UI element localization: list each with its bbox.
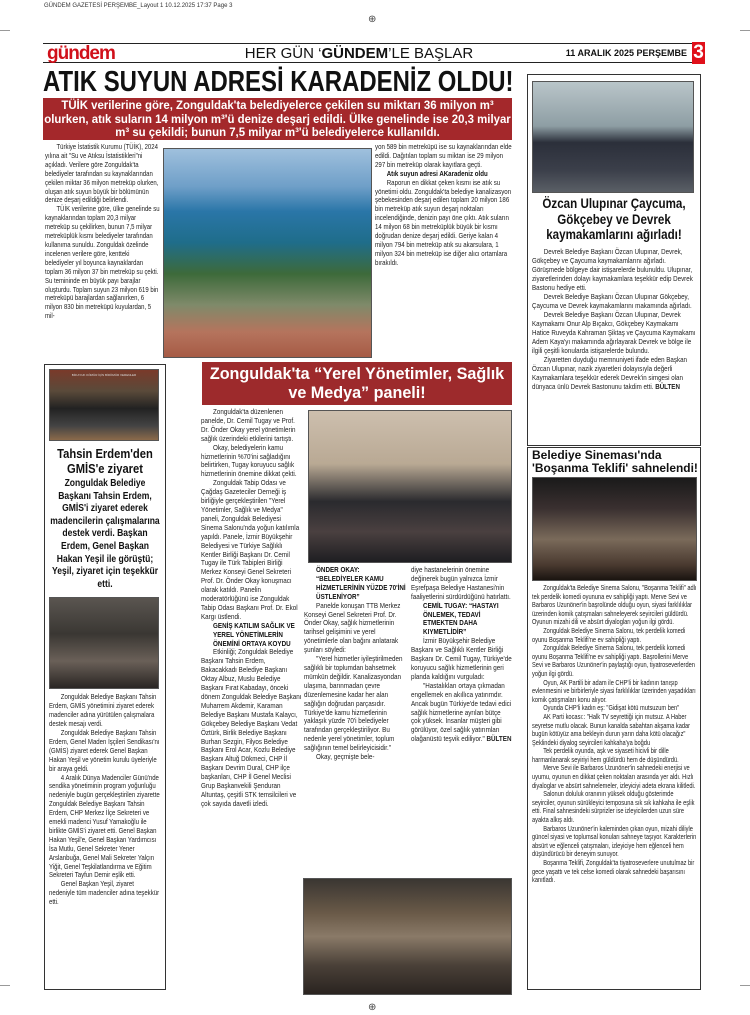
lead-column-2 xyxy=(375,143,512,268)
paragraph: 4 Aralık Dünya Madenciler Günü'nde sendika yönetiminin program yoğunluğu nedeniyle bugün gerçekleştirilen ziyarette Zonguldak Belediye Başkanı Tahsin Erdem, CHP Merkez İlçe Sekreteri ve emekli madenci Yusuf Yamakoğlu ile birlikte GMİS'i ziyaret etti. Genel Başkan Hakan Yeşil'e, Genel Başkan Yardımcısı İsa Mutlu, Genel Sekreter Yener Arslanbuğa, Genel Mali Sekreter Yalçın Yiğit, Genel Teşkilatlandırma ve Eğitim Sekreteri Tayfun Demir eşlik etti. xyxy=(49,772,160,880)
paragraph: yon 589 bin metreküpü ise su kaynaklarından elde edildi. Dağıtılan toplam su miktarı ise 29 milyon 297 bin metreküp olarak kayıtlara geçti. xyxy=(375,142,512,169)
paragraph: Barbaros Uzunöner'in kaleminden çıkan oyun, mizahi diliyle güncel siyasi ve toplumsal konuları sahneye taşıyor. Karakterlerin absürt ve eğlenceli çatışmaları, izleyiciye hem eğlenceli hem düşündürücü bir deneyim sunuyor. xyxy=(532,824,697,859)
paragraph: Türkiye İstatistik Kurumu (TÜİK), 2024 yılına ait "Su ve Atıksu İstatistikleri"ni açıkladı. Verilere göre Zonguldak'ta belediyeler tarafından su kaynaklarından çekilen miktar 36 milyon metreküp olurken, oluşan atık suyun büyük bir bölümünün denize deşarj edildiği belirlendi. xyxy=(45,142,159,205)
tahsin-article xyxy=(44,364,166,990)
slogan-post: ’LE BAŞLAR xyxy=(388,45,474,62)
sinema-body xyxy=(532,584,698,885)
paragraph: Zonguldak Belediye Başkanı Tahsin Erdem, GMİS yönetimini ziyaret ederek madenciler adına yürütülen çalışmalara destek mesajı verdi. xyxy=(49,692,157,729)
subheading: CEMİL TUGAY: “HASTAYI ÖNLEMEK, TEDAVİ ETMEKTEN DAHA KIYMETLİDİR” xyxy=(423,600,499,637)
panel-column-1 xyxy=(201,408,302,809)
panel-column-2 xyxy=(304,566,406,762)
headline-line: 'Boşanma Teklifi' sahnelendi! xyxy=(532,461,698,475)
lead-headline-box xyxy=(43,66,513,98)
tahsin-headline: Tahsin Erdem'den GMİS'e ziyaret xyxy=(57,446,153,476)
paragraph: diye hastanelerinin önemine değinerek bugün yalnızca İzmir Eşrefpaşa Belediye Hastanesi'nin faaliyetlerini sürdürdüğünü hatırlattı. xyxy=(411,565,511,601)
subheading: GENİŞ KATILIM SAĞLIK VE YEREL YÖNETİMLERİN ÖNEMİNİ ORTAYA KOYDU xyxy=(213,620,295,648)
panel-headline: Zonguldak'ta “Yerel Yönetimler, Sağlık ve Medya” paneli! xyxy=(209,364,505,402)
sinema-headline xyxy=(532,449,698,475)
crop-mark xyxy=(0,30,10,31)
paragraph: Etkinliği; Zonguldak Belediye Başkanı Tahsin Erdem, Bakacakkadı Belediye Başkanı Oktay Albuz, Muslu Belediye Başkanı Fırat Kabadayı, önceki dönem Zonguldak Belediye Başkanı Muharrem Akdemir, Karaman Belediye Başkanı Mustafa Kalaycı, Gökçebey Belediye Başkanı Vedat Öztürk, Birlik Belediye Başkanı Burhan Sezgin, Filyos Belediye Başkanı Erol Acar, Kozlu Belediye Başkanı Altuğ Dökmeci, CHP İl Başkanı Devrim Dural, CHP ilçe başkanları, CHP İl Genel Meclisi Grup Başkanvekili Şenduran Altuntaş, çeşitli STK temsilcileri ve çok sayıda davetli izledi. xyxy=(201,647,302,808)
officials-photo xyxy=(532,81,694,193)
crop-mark xyxy=(740,985,750,986)
paragraph: Zonguldak Belediye Başkanı Tahsin Erdem, Genel Maden İşçileri Sendikası'nı (GMİS) ziyaret ederek Genel Başkan Hakan Yeşil ve yönetim kurulu üyeleriyle bir araya geldi. xyxy=(49,727,160,773)
masthead xyxy=(43,43,705,63)
tahsin-deck: Zonguldak Belediye Başkanı Tahsin Erdem, GMİS'i ziyaret ederek madencilerin çalışmalarına destek verdi. Başkan Erdem, Genel Başkan Hakan Yeşil ile görüştü; Yeşil, ziyaret için teşekkür etti. xyxy=(50,478,160,590)
ozcan-article xyxy=(527,74,701,446)
paragraph: Zonguldak'ta Belediye Sinema Salonu, "Boşanma Teklifi" adlı tek perdelik komedi oyununa ev sahipliği yaptı. Merve Sevi ve Barbaros Uzunöner'in başrolünde olduğu oyun, siyasi farklılıklar üzerinden komik çatışmaları sahneleyerek seyircileri güldürdü. Oyunun mizahi dili ve absürt diyalogları yoğun ilgi gördü. xyxy=(532,584,697,627)
paragraph: Merve Sevi ile Barbaros Uzunöner'in sahnedeki enerjisi ve uyumu, oyunun en dikkat çeken noktaları arasında yer aldı. Hızlı diyaloglar ve absürt sahnelemeler, izleyiciyi adeta ekrana kilitledi. xyxy=(532,764,696,790)
paragraph: Boşanma Teklifi, Zonguldak'ta tiyatroseverlere unutulmaz bir gece yaşattı ve tek celse komedi olarak sahnedeki başarısını kanıtladı. xyxy=(532,859,695,885)
meeting-photo xyxy=(49,597,159,689)
paragraph: Genel Başkan Yeşil, ziyaret nedeniyle tüm madenciler adına teşekkür etti. xyxy=(49,879,160,907)
registration-mark-icon: ⊕ xyxy=(368,1002,377,1013)
lead-column-1 xyxy=(45,143,160,321)
slogan xyxy=(163,45,555,62)
paragraph: Okay, belediyelerin kamu hizmetlerinin %70'ini sağladığını belirtirken, Tugay koruyucu sağlık hizmetlerinin önemine dikkat çekti. xyxy=(201,442,297,479)
crop-mark xyxy=(0,985,10,986)
signoff: BÜLTEN xyxy=(486,734,512,744)
crop-mark xyxy=(740,30,750,31)
page-number: 3 xyxy=(693,42,704,63)
gmis-visit-photo xyxy=(49,369,159,441)
lead-headline: ATIK SUYUN ADRESİ KARADENİZ OLDU! xyxy=(43,66,514,98)
ozcan-body xyxy=(532,247,696,391)
slogan-pre: HER GÜN ‘ xyxy=(244,45,322,62)
ozcan-headline: Özcan Ulupınar Çaycuma, Gökçebey ve Devrek kaymakamlarını ağırladı! xyxy=(542,196,686,242)
registration-mark-icon: ⊕ xyxy=(368,14,377,25)
paragraph: Oyun, AK Partili bir adam ile CHP'li bir kadının tanışıp evlenmesini ve birbirleriyle siyasi farklılıklar üzerinden yaşadıkları komik çatışmaları konu alıyor. xyxy=(532,678,696,704)
harbor-photo xyxy=(163,148,372,358)
paragraph: Raporun en dikkat çeken kısmı ise atık su yönetimi oldu. Zonguldak'ta belediye kanalizasyon şebekesinden deşarj edilen toplam 20 milyon 186 bin metreküp atık suyun deşarj noktaları incelendiğinde, denizin payı öne çıktı. Atık suların 14 milyon 68 bin metreküplük büyük bir kısmı doğrudan denize deşarj edildi. Geriye kalan 4 milyon 794 bin metreküp atık su akarsulara, 1 milyon 324 bin metreküp ise diğer alıcı ortamlara bırakıldı. xyxy=(375,177,512,267)
lead-subhead-box xyxy=(43,98,512,140)
paragraph: Oyunda CHP'li kadın eş: "Gidişat kötü mutsuzum ben" xyxy=(543,704,680,713)
slogan-bold: GÜNDEM xyxy=(321,45,389,62)
paragraph: TÜİK verilerine göre, ülke genelinde su kaynaklarından toplam 20,3 milyar metreküp su çekilirken, bunun 7,5 milyar metreküplük kısmı belediyeler tarafından kullanıma sunuldu. Zonguldak özelinde incelenen verilere göre, kentteki belediyeler yıl boyunca kaynaklardan toplam 36 milyon 37 bin metreküp su çekti. Su temininde en büyük payı barajlar oluşturdu. Toplam suyun 23 milyon 619 bin metreküpü barajlardan sağlanırken, 6 milyon 830 bin metreküpü kuyulardan, 5 mil- xyxy=(45,204,160,321)
logo: gündem xyxy=(47,43,115,64)
print-slug: GÜNDEM GAZETESİ PERŞEMBE_Layout 1 10.12.2025 17:37 Page 3 xyxy=(44,3,233,9)
paragraph: Salonun doluluk oranının yüksek olduğu gösterimde seyirciler, oyunun sürükleyici temposuna sık sık kahkaha ile eşlik etti. Final sahnesindeki sürprizler ise izleyicilerden uzun süre ayakta alkış aldı. xyxy=(532,790,695,825)
paragraph: Okay, geçmişte bele- xyxy=(316,752,375,762)
paragraph: Zonguldak Tabip Odası ve Çağdaş Gazeteciler Derneği iş birliğiyle gerçekleştirilen "Yerel Yönetimler, Sağlık ve Medya" paneli, Zonguldak Belediyesi Sinema Salonu'nda yoğun katılımla yapıldı. Panele, İzmir Büyükşehir Belediyesi ve Türkiye Sağlıklı Kentler Birliği Başkanı Dr. Cemil Tugay ile Türk Tabipleri Birliği Merkez Konseyi Genel Sekreteri Prof. Dr. Önder Okay konuşmacı olarak katıldı. Panelin moderatörlüğünü ise Zonguldak Tabip Odası Başkanı Prof. Dr. Ekol Kargı üstlendi. xyxy=(201,478,300,621)
panel-column-3 xyxy=(411,566,512,744)
panel-speakers-photo xyxy=(308,410,512,563)
paragraph: "Yerel hizmetler iyileştirilmeden sağlıklı bir toplumdan bahsetmek mümkün değildir. Kanalizasyondan ulaşıma, barınmadan çevre düzenlemesine kadar her alan sağlığın doğrudan parçasıdır. Türkiye'de kamu hizmetlerinin yaklaşık yüzde 70'i belediyeler tarafından gerçekleştiriliyor. Bu nedenle yerel yönetimler, toplum sağlığının temel belirleyicisidir." xyxy=(304,654,403,753)
paragraph: Devrek Belediye Başkanı Özcan Ulupınar, Devrek, Gökçebey ve Çaycuma kaymakamlarını ağırladı. Görüşmede bölgeye dair istişarelerde bulunuldu. Ulupınar, ziyaretlerinden dolayı kaymakamlara teşekkür edip Devrek Bastonu hediye etti. xyxy=(532,246,693,292)
paragraph: İzmir Büyükşehir Belediye Başkanı ve Sağlıklı Kentler Birliği Başkanı Dr. Cemil Tugay, Türkiye'de koruyucu sağlık hizmetlerinin geri planda kaldığını vurguladı: xyxy=(411,636,512,681)
lead-subhead: TÜİK verilerine göre, Zonguldak'ta belediyelerce çekilen su miktarı 36 milyon m³ olurken, atık suların 14 milyon m³'ü denize deşarj edildi. Ülke genelinde ise 20,3 milyar m³ su çekildi; bunun 7,5 milyar m³'ü belediyelerce kullanıldı. xyxy=(44,98,511,139)
panel-headline-box xyxy=(202,362,512,405)
photo-banner: BİR AYUK KÖMÜR İÇİN BİRÖMÜR VERENLER xyxy=(71,373,137,377)
paragraph: Panelde konuşan TTB Merkez Konseyi Genel Sekreteri Prof. Dr. Önder Okay, sağlık hizmetlerinin tarihsel gelişimini ve yerel yönetimlerle olan bağını anlatarak şunları söyledi: xyxy=(304,600,401,655)
paragraph: Devrek Belediye Başkanı Özcan Ulupınar, Devrek Kaymakamı Onur Alp Bıçakcı, Gökçebey Kaymakamı Hatice Ruveyda Kahraman Şiktaş ve Çaycuma Kaymakamı Adem Kaya'yı makamında ağırlayarak Devrek ve bölge ile ilgili çeşitli konularda istişarelerde bulundu. xyxy=(532,309,696,355)
stage-play-photo xyxy=(532,477,697,581)
subheading: Atık suyun adresi AKaradeniz oldu xyxy=(386,168,488,178)
paragraph: Zonguldak Belediye Sinema Salonu, tek perdelik komedi oyunu Boşanma Teklifi'ne ev sahipliği yaptı. xyxy=(532,626,686,644)
paragraph: Zonguldak Belediye Sinema Salonu, tek perdelik komedi oyunu Boşanma Teklifi'ne ev sahipliği yaptı. Başrollerini Merve Sevi ve Barbaros Uzunöner'in paylaştığı oyun, tiyatroseverlerden yoğun ilgi gördü. xyxy=(532,644,695,678)
paragraph: Tek perdelik oyunda, aşk ve siyaseti hicivli bir dille harmanlanarak seyiriyi hem güldürdü hem de düşündürdü. xyxy=(532,747,679,764)
issue-date: 11 ARALIK 2025 PERŞEMBE xyxy=(565,48,687,58)
signoff: BÜLTEN xyxy=(655,381,680,391)
audience-photo xyxy=(303,878,512,995)
tahsin-body xyxy=(49,693,161,907)
sinema-article xyxy=(527,447,701,990)
paragraph: Zonguldak'ta düzenlenen panelde, Dr. Cemil Tugay ve Prof. Dr. Önder Okay yerel yönetimlerin sağlık üzerindeki etkilerini tartıştı. xyxy=(201,407,296,443)
paragraph: "Hastalıkları ortaya çıkmadan engellemek en akıllıca yatırımdır. Ancak bugün Türkiye'de tedavi edici sağlık hizmetlerine ayrılan bütçe çok yüksek. İnsanlar müşteri gibi görülüyor, özel sağlık yatırımları olağanüstü teşvik ediliyor." xyxy=(411,680,512,744)
subheading: ÖNDER OKAY: “BELEDİYELER KAMU HİZMETLERİNİN YÜZDE 70'İNİ ÜSTLENİYOR” xyxy=(316,565,406,601)
headline-line: Belediye Sineması'nda xyxy=(532,448,662,462)
paragraph: Devrek Belediye Başkanı Özcan Ulupınar Gökçebey, Çaycuma ve Devrek kaymakamlarını makamında ağırladı. xyxy=(532,291,692,310)
paragraph: AK Parti kocası:: "Halk TV seyrettiği için mutsuz. A Haber seyretse mutlu olacak. Bunun kanalda sabahtan akşama kadar bugün kötüyüz ama bekleyin durun yarın daha kötü olacağız" Şeklindeki diyalog seyircileri kahkaha'ya boğdu xyxy=(532,712,691,747)
paragraph: Ziyaretten duyduğu memnuniyeti ifade eden Başkan Özcan Ulupınar, nazik ziyaretleri dolayısıyla değerli Kaymakamlara teşekkür ederek Devrek'in simgesi olan dünyaca ünlü Devrek Bastonunu takdim etti. xyxy=(532,354,687,391)
